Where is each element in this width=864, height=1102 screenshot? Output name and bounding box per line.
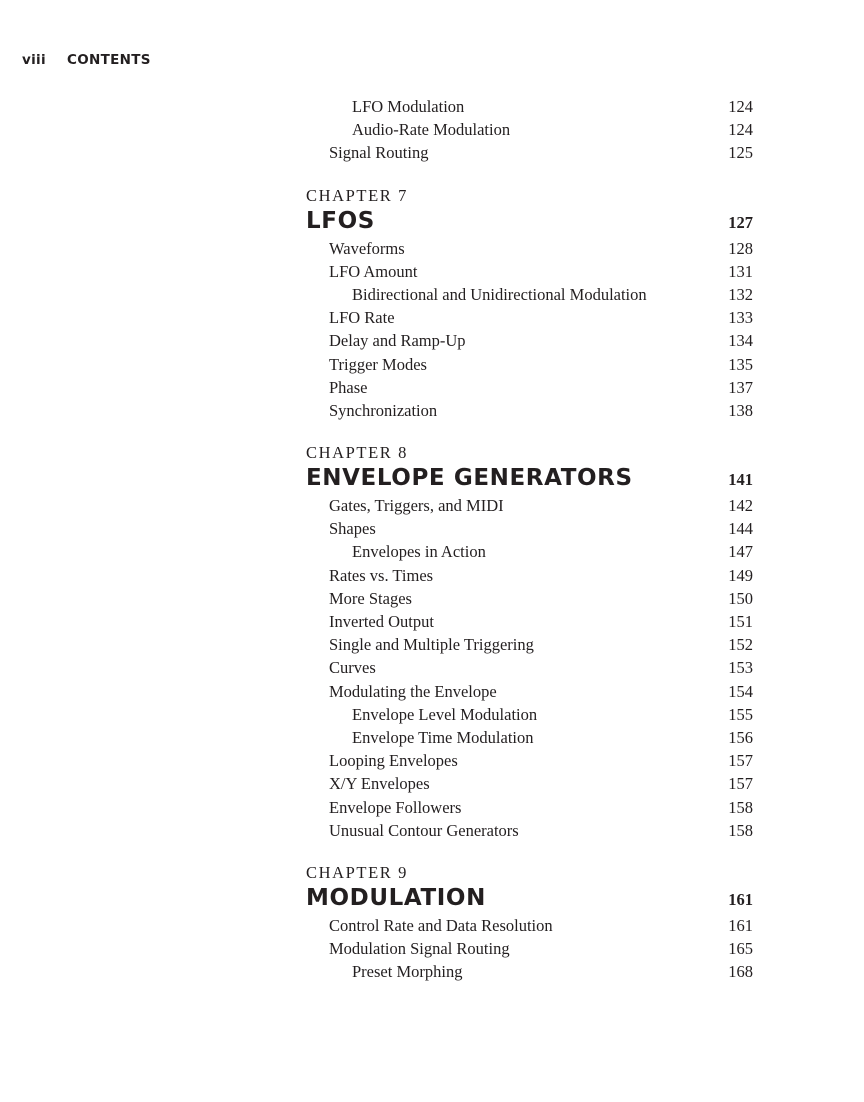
chapter-page-number: 127 xyxy=(728,212,753,232)
toc-entry-page: 156 xyxy=(728,727,753,747)
toc-entry-title: Unusual Contour Generators xyxy=(329,820,519,840)
toc-entry[interactable] xyxy=(306,726,753,749)
toc-entry[interactable] xyxy=(306,587,753,610)
chapter-page-number: 161 xyxy=(728,889,753,909)
toc-entry-page: 125 xyxy=(728,143,753,163)
toc-entry-page: 135 xyxy=(728,354,753,374)
running-head xyxy=(22,52,151,68)
toc-entry[interactable] xyxy=(306,141,753,164)
toc-entry-title: Envelope Followers xyxy=(329,797,462,817)
toc-entry-page: 147 xyxy=(728,542,753,562)
toc-entry-title: Phase xyxy=(329,377,368,397)
toc-entry-page: 152 xyxy=(728,635,753,655)
toc-entry[interactable] xyxy=(306,399,753,422)
toc-entry[interactable] xyxy=(306,914,753,937)
toc-entry[interactable] xyxy=(306,937,753,960)
toc-entry-page: 131 xyxy=(728,261,753,281)
toc-entry-title: Rates vs. Times xyxy=(329,565,434,585)
toc-entry-page: 154 xyxy=(728,681,753,701)
toc-entry-title: Envelope Time Modulation xyxy=(352,727,534,747)
toc-entry[interactable] xyxy=(306,306,753,329)
toc-entry-title: LFO Amount xyxy=(329,261,418,281)
toc-entry-title: X/Y Envelopes xyxy=(329,774,430,794)
toc-entry-page: 124 xyxy=(728,120,753,140)
chapter-label: CHAPTER 9 xyxy=(306,862,408,882)
toc-entry[interactable] xyxy=(306,960,753,983)
toc-entry-page: 137 xyxy=(728,377,753,397)
chapter-heading[interactable] xyxy=(306,464,753,492)
toc-entry-title: Inverted Output xyxy=(329,612,434,631)
toc-entry-title: Control Rate and Data Resolution xyxy=(329,915,553,935)
toc-entry[interactable] xyxy=(306,237,753,260)
toc-entry[interactable] xyxy=(306,796,753,819)
toc-entry-page: 155 xyxy=(728,704,753,724)
chapter-label: CHAPTER 7 xyxy=(306,185,408,205)
chapter-section xyxy=(306,185,753,423)
chapter-title: MODULATION xyxy=(306,884,486,911)
toc-entry[interactable] xyxy=(306,656,753,679)
toc-entry-page: 151 xyxy=(728,612,753,631)
toc-entry-title: LFO Rate xyxy=(329,308,395,328)
toc-entry-page: 168 xyxy=(728,962,753,982)
toc-entry-title: Modulating the Envelope xyxy=(329,681,497,701)
toc-entry[interactable] xyxy=(306,610,753,633)
toc-entry-page: 165 xyxy=(728,939,753,959)
toc-entry-title: More Stages xyxy=(329,588,412,608)
toc-entry-title: Shapes xyxy=(329,519,376,539)
chapter-heading[interactable] xyxy=(306,884,753,912)
chapter-section xyxy=(306,442,753,842)
toc-entry-title: Curves xyxy=(329,658,376,678)
chapter-title: LFOS xyxy=(306,207,375,234)
toc-entry-page: 144 xyxy=(728,519,753,539)
toc-entry[interactable] xyxy=(306,703,753,726)
toc-entry-page: 158 xyxy=(728,797,753,817)
chapter-label: CHAPTER 8 xyxy=(306,443,408,463)
toc-entry-page: 158 xyxy=(728,820,753,840)
toc-entry-title: Synchronization xyxy=(329,400,438,420)
toc-entry-page: 124 xyxy=(728,97,753,116)
toc-entry-title: Audio-Rate Modulation xyxy=(352,120,511,140)
chapter-title: ENVELOPE GENERATORS xyxy=(306,465,633,492)
table-of-contents xyxy=(306,95,753,983)
chapter-section xyxy=(306,862,753,984)
toc-entry-page: 153 xyxy=(728,658,753,678)
toc-entry[interactable] xyxy=(306,564,753,587)
toc-entry[interactable] xyxy=(306,819,753,842)
toc-entry-title: Bidirectional and Unidirectional Modulation xyxy=(352,284,647,304)
toc-entry-title: Envelopes in Action xyxy=(352,542,486,562)
toc-entry[interactable] xyxy=(306,540,753,563)
toc-entry-page: 133 xyxy=(728,308,753,328)
toc-entry[interactable] xyxy=(306,260,753,283)
toc-entry-title: Preset Morphing xyxy=(352,962,463,982)
chapter-page-number: 141 xyxy=(728,470,753,490)
toc-entry-title: Gates, Triggers, and MIDI xyxy=(329,496,504,516)
toc-entry[interactable] xyxy=(306,353,753,376)
toc-entry-title: Signal Routing xyxy=(329,143,429,163)
running-head-title: CONTENTS xyxy=(67,52,151,68)
toc-entry[interactable] xyxy=(306,376,753,399)
toc-entry[interactable] xyxy=(306,633,753,656)
toc-entry[interactable] xyxy=(306,283,753,306)
toc-entry-page: 157 xyxy=(728,774,753,794)
chapter-heading[interactable] xyxy=(306,207,753,235)
toc-entry-page: 149 xyxy=(728,565,753,585)
toc-entry-page: 138 xyxy=(728,400,753,420)
toc-entry[interactable] xyxy=(306,494,753,517)
toc-entry[interactable] xyxy=(306,749,753,772)
toc-entry[interactable] xyxy=(306,680,753,703)
toc-entry-title: Modulation Signal Routing xyxy=(329,939,510,959)
toc-entry-page: 142 xyxy=(728,496,753,516)
toc-entry[interactable] xyxy=(306,95,753,118)
toc-entry-page: 161 xyxy=(728,915,753,935)
toc-entry-title: Single and Multiple Triggering xyxy=(329,635,534,655)
toc-entry[interactable] xyxy=(306,772,753,795)
toc-entry-page: 128 xyxy=(728,238,753,258)
toc-entry-title: Waveforms xyxy=(329,238,405,258)
toc-entry-page: 134 xyxy=(728,331,753,351)
toc-entry-title: Delay and Ramp-Up xyxy=(329,331,466,351)
toc-entry[interactable] xyxy=(306,517,753,540)
toc-entry-title: Envelope Level Modulation xyxy=(352,704,538,724)
toc-entry-title: Trigger Modes xyxy=(329,354,427,374)
toc-entry-page: 132 xyxy=(728,284,753,304)
toc-entry-page: 157 xyxy=(728,751,753,771)
toc-entry-title: LFO Modulation xyxy=(352,97,465,116)
toc-entry[interactable] xyxy=(306,118,753,141)
toc-entry-title: Looping Envelopes xyxy=(329,751,458,771)
toc-entry[interactable] xyxy=(306,329,753,352)
toc-entry-page: 150 xyxy=(728,588,753,608)
page-folio: viii xyxy=(22,52,46,68)
